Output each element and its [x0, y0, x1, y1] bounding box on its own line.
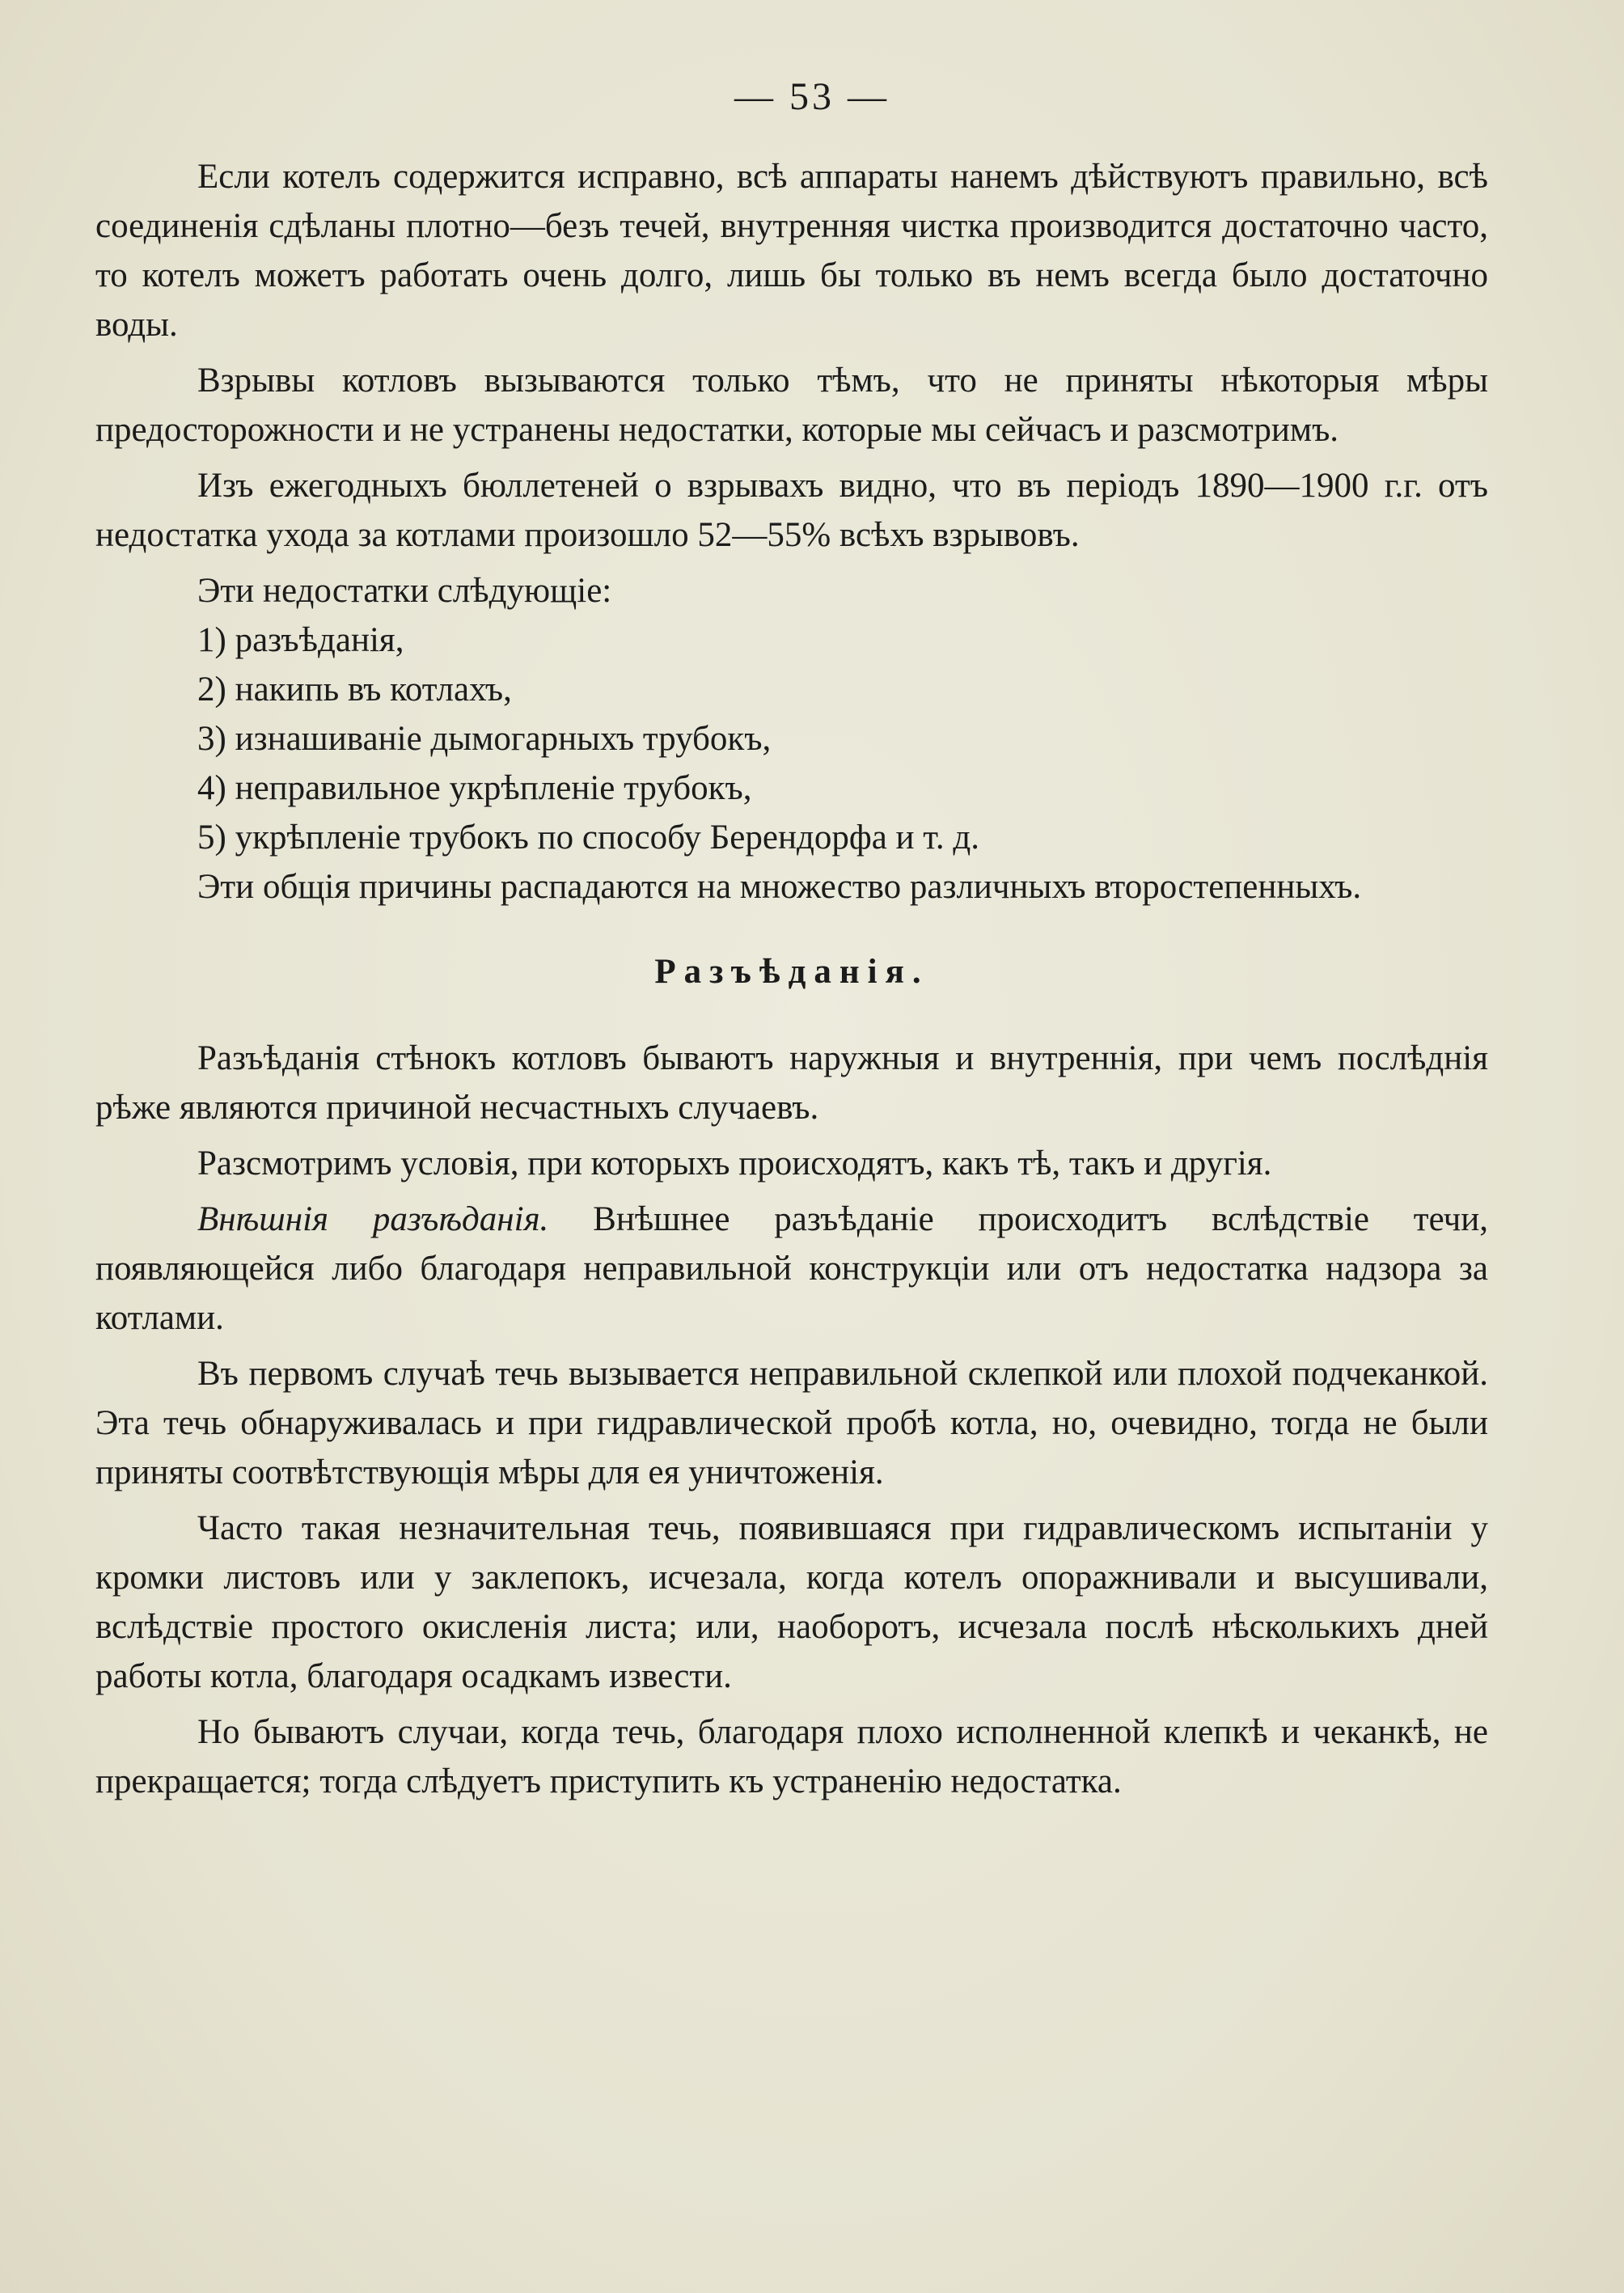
external-corrosion-text: Внѣшнее разъѣданіе происходитъ вслѣдствіе течи, появляющейся либо благодаря неправильной конструкціи или отъ недостатка надзора за котлами.	[95, 1200, 1488, 1337]
page-number: — 53 —	[734, 75, 890, 118]
paragraph-persistent-leak: Но бываютъ случаи, когда течь, благодаря плохо исполненной клепкѣ и чеканкѣ, не прекращается; тогда слѣдуетъ приступить къ устраненію недостатка.	[95, 1713, 1488, 1800]
paragraph-external-corrosion	[95, 1195, 1488, 1343]
defects-list	[95, 616, 1488, 862]
body-text	[95, 152, 1488, 1806]
list-item: 2) накипь въ котлахъ,	[197, 671, 512, 709]
list-item: 4) неправильное укрѣпленіе трубокъ,	[197, 769, 752, 807]
list-item: 3) изнашиваніе дымогарныхъ трубокъ,	[197, 720, 772, 758]
paragraph-explosion-causes: Взрывы котловъ вызываются только тѣмъ, что не приняты нѣкоторыя мѣры предосторожности и не устранены недостатки, которые мы сейчасъ и разсмотримъ.	[95, 362, 1488, 449]
paragraph-first-case: Въ первомъ случаѣ течь вызывается неправильной склепкой или плохой подчеканкой. Эта течь обнаруживалась и при гидравлической пробѣ котла, но, очевидно, тогда не были приняты соотвѣтствующія мѣры для ея уничтоженія.	[95, 1355, 1488, 1491]
list-item: 5) укрѣпленіе трубокъ по способу Берендорфа и т. д.	[197, 819, 979, 857]
list-item: 1) разъѣданія,	[197, 621, 404, 659]
external-corrosion-term: Внѣшнія разъѣданія.	[197, 1200, 549, 1238]
paragraph-bulletin-statistics: Изъ ежегодныхъ бюллетеней о взрывахъ видно, что въ періодъ 1890—1900 г.г. отъ недостатка ухода за котлами произошло 52—55% всѣхъ взрывовъ.	[95, 467, 1488, 554]
paragraph-general-causes: Эти общія причины распадаются на множество различныхъ второстепенныхъ.	[197, 868, 1362, 906]
paragraph-corrosion-types: Разъѣданія стѣнокъ котловъ бываютъ наружныя и внутреннія, при чемъ послѣднія рѣже являются причиной несчастныхъ случаевъ.	[95, 1039, 1488, 1127]
paragraph-conditions: Разсмотримъ условія, при которыхъ происходятъ, какъ тѣ, такъ и другія.	[197, 1144, 1272, 1182]
paragraph-minor-leak: Часто такая незначительная течь, появившаяся при гидравлическомъ испытаніи у кромки листовъ или у заклепокъ, исчезала, когда котелъ опоражнивали и высушивали, вслѣдствіе простого окисленія листа; или, наоборотъ, исчезала послѣ нѣсколькихъ дней работы котла, благодаря осадкамъ извести.	[95, 1509, 1488, 1695]
section-heading: Разъѣданія.	[654, 953, 929, 991]
paragraph-boiler-maintenance: Если котелъ содержится исправно, всѣ аппараты нанемъ дѣйствуютъ правильно, всѣ соединенія сдѣланы плотно—безъ течей, внутренняя чистка производится достаточно часто, то котелъ можетъ работать очень долго, лишь бы только въ немъ всегда было достаточно воды.	[95, 158, 1488, 344]
paragraph-list-intro: Эти недостатки слѣдующіе:	[197, 572, 612, 610]
